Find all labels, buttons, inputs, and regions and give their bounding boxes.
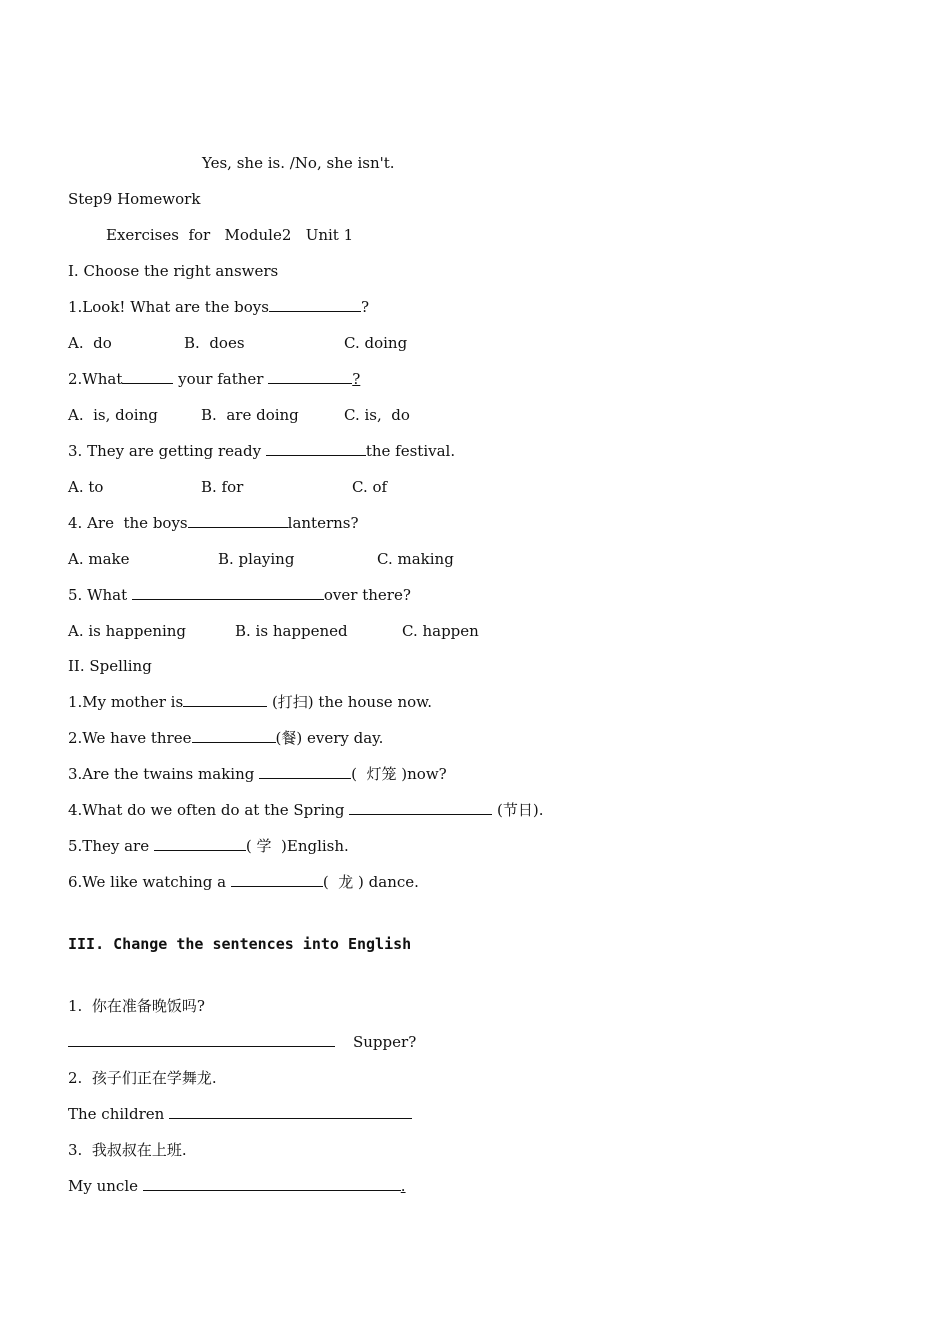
- spelling-1: [68, 692, 432, 712]
- question-text: 2.What: [68, 370, 123, 388]
- question-text: 1.My mother is: [68, 693, 184, 711]
- intro-answer: Yes, she is. /No, she isn't.: [202, 154, 395, 172]
- question-4: [68, 513, 359, 533]
- option-a[interactable]: A. is happening: [68, 622, 187, 640]
- question-text: 3.Are the twains making: [68, 765, 260, 783]
- spelling-4: [68, 800, 544, 820]
- option-a[interactable]: A. to: [68, 478, 104, 496]
- question-text: 6.We like watching a: [68, 873, 231, 891]
- translate-1-answer: [68, 1032, 416, 1052]
- option-c[interactable]: C. of: [352, 478, 388, 496]
- question-text: ( 灯笼 )now?: [351, 765, 447, 783]
- question-text: the festival.: [365, 442, 456, 460]
- question-3: [68, 441, 455, 461]
- option-b[interactable]: B. are doing: [201, 406, 299, 424]
- option-b[interactable]: B. for: [201, 478, 244, 496]
- spelling-5: [68, 836, 349, 856]
- answer-blank[interactable]: [268, 369, 352, 384]
- translate-3-cn: 3. 我叔叔在上班.: [68, 1141, 187, 1159]
- question-text: ( 龙 ) dance.: [322, 873, 419, 891]
- option-a[interactable]: A. is, doing: [68, 406, 158, 424]
- question-text: The children: [68, 1105, 170, 1123]
- question-text: ( 学 )English.: [245, 837, 349, 855]
- answer-blank[interactable]: [68, 1032, 335, 1047]
- section2-heading: II. Spelling: [68, 657, 152, 675]
- question-2: [68, 369, 360, 389]
- translate-3-answer: [68, 1176, 406, 1196]
- answer-blank[interactable]: [122, 369, 173, 384]
- question-text: (餐) every day.: [275, 729, 384, 747]
- homework-heading: Step9 Homework: [68, 190, 201, 208]
- answer-blank[interactable]: [192, 728, 276, 743]
- answer-blank[interactable]: [169, 1104, 412, 1119]
- question-text: My uncle: [68, 1177, 143, 1195]
- question-text: ?: [360, 298, 369, 316]
- answer-blank[interactable]: [266, 441, 366, 456]
- question-text: lanterns?: [287, 514, 359, 532]
- section1-heading: I. Choose the right answers: [68, 262, 279, 280]
- translate-2-cn: 2. 孩子们正在学舞龙.: [68, 1069, 217, 1087]
- question-text: over there?: [323, 586, 411, 604]
- exercises-title: Exercises for Module2 Unit 1: [106, 226, 354, 244]
- answer-blank[interactable]: [349, 800, 492, 815]
- option-c[interactable]: C. doing: [344, 334, 408, 352]
- spelling-6: [68, 872, 419, 892]
- spelling-3: [68, 764, 447, 784]
- question-text: .: [400, 1177, 406, 1195]
- spelling-2: [68, 728, 383, 748]
- answer-blank[interactable]: [231, 872, 323, 887]
- option-c[interactable]: C. is, do: [344, 406, 410, 424]
- question-text: Supper?: [353, 1033, 417, 1051]
- question-text: 2.We have three: [68, 729, 192, 747]
- translate-1-cn: 1. 你在准备晚饭吗?: [68, 997, 205, 1015]
- option-c[interactable]: C. making: [377, 550, 454, 568]
- question-text: ?: [352, 370, 361, 388]
- answer-blank[interactable]: [183, 692, 267, 707]
- question-text: 1.Look! What are the boys: [68, 298, 269, 316]
- option-a[interactable]: A. do: [68, 334, 112, 352]
- section3-heading: III. Change the sentences into English: [68, 935, 412, 953]
- question-text: 4. Are the boys: [68, 514, 188, 532]
- question-text: 3. They are getting ready: [68, 442, 266, 460]
- question-text: 5. What: [68, 586, 132, 604]
- answer-blank[interactable]: [143, 1176, 401, 1191]
- question-text: (打扫) the house now.: [267, 693, 432, 711]
- question-text: your father: [173, 370, 269, 388]
- answer-blank[interactable]: [269, 297, 361, 312]
- option-b[interactable]: B. does: [184, 334, 245, 352]
- question-text: (节日).: [492, 801, 544, 819]
- answer-blank[interactable]: [188, 513, 288, 528]
- option-a[interactable]: A. make: [68, 550, 130, 568]
- option-c[interactable]: C. happen: [402, 622, 479, 640]
- question-1: [68, 297, 369, 317]
- translate-2-answer: [68, 1104, 412, 1124]
- answer-blank[interactable]: [154, 836, 246, 851]
- option-b[interactable]: B. is happened: [235, 622, 348, 640]
- answer-blank[interactable]: [259, 764, 351, 779]
- answer-blank[interactable]: [132, 585, 324, 600]
- question-text: 5.They are: [68, 837, 154, 855]
- question-text: 4.What do we often do at the Spring: [68, 801, 350, 819]
- option-b[interactable]: B. playing: [218, 550, 295, 568]
- question-5: [68, 585, 411, 605]
